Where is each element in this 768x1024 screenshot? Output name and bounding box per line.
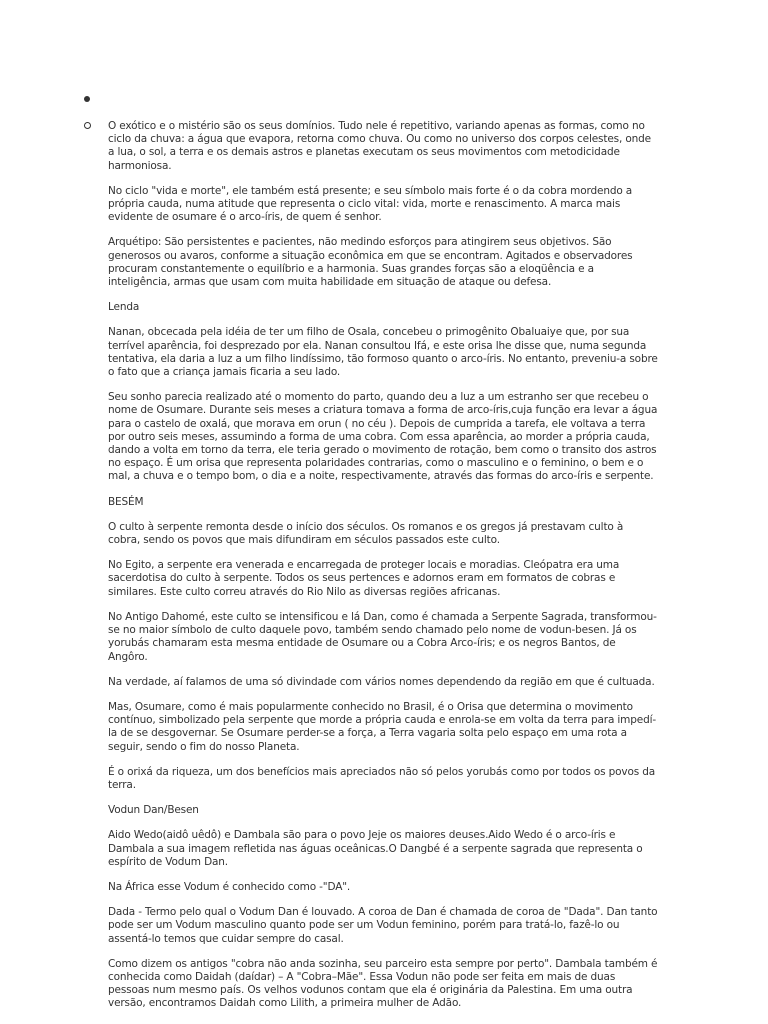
filled-bullet-icon xyxy=(84,96,90,102)
paragraph-na-africa: Na África esse Vodum é conhecido como -"DA". xyxy=(108,880,351,893)
document-body xyxy=(108,120,658,1023)
paragraph-riqueza: É o orixá da riqueza, um dos benefícios mais apreciados não só pelos yorubás como por todos os povos da terra. xyxy=(108,765,656,791)
paragraph-na-verdade: Na verdade, aí falamos de uma só divindade com vários nomes dependendo da região em que é cultuada. xyxy=(108,675,655,688)
paragraph-como-dizem: Como dizem os antigos "cobra não anda sozinha, seu parceiro esta sempre por perto". Dambala também é conhecida como Daidah (daídar) – A "Cobra–Mãe". Essa Vodun não pode ser feita em mais de duas pessoas num mesmo país. Os velhos vodunos contam que ela é originária da Palestina. Em uma outra versão, encontramos Daidah como Lilith, a primeira mulher de Adão. xyxy=(108,957,658,1010)
hollow-bullet-icon xyxy=(84,122,91,129)
paragraph-intro: O exótico e o mistério são os seus domínios. Tudo nele é repetitivo, variando apenas as formas, como no ciclo da chuva: a água que evapora, retorna como chuva. Ou como no universo dos corpos celestes, onde a lua, o sol, a terra e os demais astros e planetas executam os seus movimentos com metodicidade harmoniosa. xyxy=(108,120,651,172)
paragraph-osumare-brasil: Mas, Osumare, como é mais popularmente conhecido no Brasil, é o Orisa que determina o movimento contínuo, simbolizado pela serpente que morde a própria cauda e enrola-se em volta da terra para impedí-la de se desgovernar. Se Osumare perder-se a força, a Terra vagaria solta pelo espaço em uma rota a seguir, sendo o fim do nosso Planeta. xyxy=(108,700,657,753)
paragraph-dahome: No Antigo Dahomé, este culto se intensificou e lá Dan, como é chamada a Serpente Sagrada, transformou-se no maior símbolo de culto daquele povo, também sendo chamado pelo nome de vodun-besen. Já os yorubás chamaram esta mesma entidade de Osumare ou a Cobra Arco-íris; e os negros Bantos, de Angôro. xyxy=(108,610,657,663)
paragraph-dada: Dada - Termo pelo qual o Vodum Dan é louvado. A coroa de Dan é chamada de coroa de "Dada". Dan tanto pode ser um Vodum masculino quanto pode ser um Vodun feminino, porém para tratá-lo, fazê-lo ou assentá-lo temos que cuidar sempre do casal. xyxy=(108,906,658,945)
paragraph-egito: No Egito, a serpente era venerada e encarregada de proteger locais e moradias. Cleópatra era uma sacerdotisa do culto à serpente. Todos os seus pertences e adornos eram em formatos de cobras e similares. Este culto correu através do Rio Nilo as diversas regiões africanas. xyxy=(108,559,620,598)
heading-besem: BESÉM xyxy=(108,495,144,508)
paragraph-culto-serpente: O culto à serpente remonta desde o início dos séculos. Os romanos e os gregos já prestavam culto à cobra, sendo os povos que mais difundiram em séculos passados este culto. xyxy=(108,520,624,547)
paragraph-nanan: Nanan, obcecada pela idéia de ter um filho de Osala, concebeu o primogênito Obaluaiye que, por sua terrível aparência, foi desprezado por ela. Nanan consultou Ifá, e este orisa lhe disse que, numa segunda tentativa, ela daria a luz a um filho lindíssimo, tão formoso quanto o arco-íris. No entanto, preveniu-a sobre o fato que a criança jamais ficaria a seu lado. xyxy=(108,326,658,379)
heading-lenda: Lenda xyxy=(108,301,140,314)
paragraph-arquetipo: Arquétipo: São persistentes e pacientes, não medindo esforços para atingirem seus objetivos. São generosos ou avaros, conforme a situação econômica em que se encontram. Agitados e observadores procuram constantemente o equilíbrio e a harmonia. Suas grandes forças são a eloqüência e a inteligência, armas que usam com muita habilidade em situação de ataque ou defesa. xyxy=(108,236,633,289)
paragraph-vida-e-morte: No ciclo "vida e morte", ele também está presente; e seu símbolo mais forte é o da cobra mordendo a própria cauda, numa atitude que representa o ciclo vital: vida, morte e renascimento. A marca mais evidente de osumare é o arco-íris, de quem é senhor. xyxy=(108,184,633,224)
paragraph-sonho: Seu sonho parecia realizado até o momento do parto, quando deu a luz a um estranho ser que recebeu o nome de Osumare. Durante seis meses a criatura tomava a forma de arco-íris,cuja função era levar a água para o castelo de oxalá, que morava em orun ( no céu ). Depois de cumprida a tarefa, ele voltava a terra por outro seis meses, assumindo a forma de uma cobra. Com essa aparência, ao morder a própria cauda, dando a volta em torno da terra, ele teria gerado o movimento de rotação, bem como o transito dos astros no espaço. É um orisa que representa polaridades contrarias, como o masculino e o feminino, o bem e o mal, a chuva e o tempo bom, o dia e a noite, respectivamente, através das formas do arco-íris e serpente. xyxy=(108,391,658,483)
heading-vodun-dan: Vodun Dan/Besen xyxy=(108,804,199,817)
paragraph-aido-wedo: Aido Wedo(aidô uêdô) e Dambala são para o povo Jeje os maiores deuses.Aido Wedo é o arco-íris e Dambala a sua imagem refletida nas águas oceânicas.O Dangbé é a serpente sagrada que representa o espírito de Vodum Dan. xyxy=(108,829,643,868)
